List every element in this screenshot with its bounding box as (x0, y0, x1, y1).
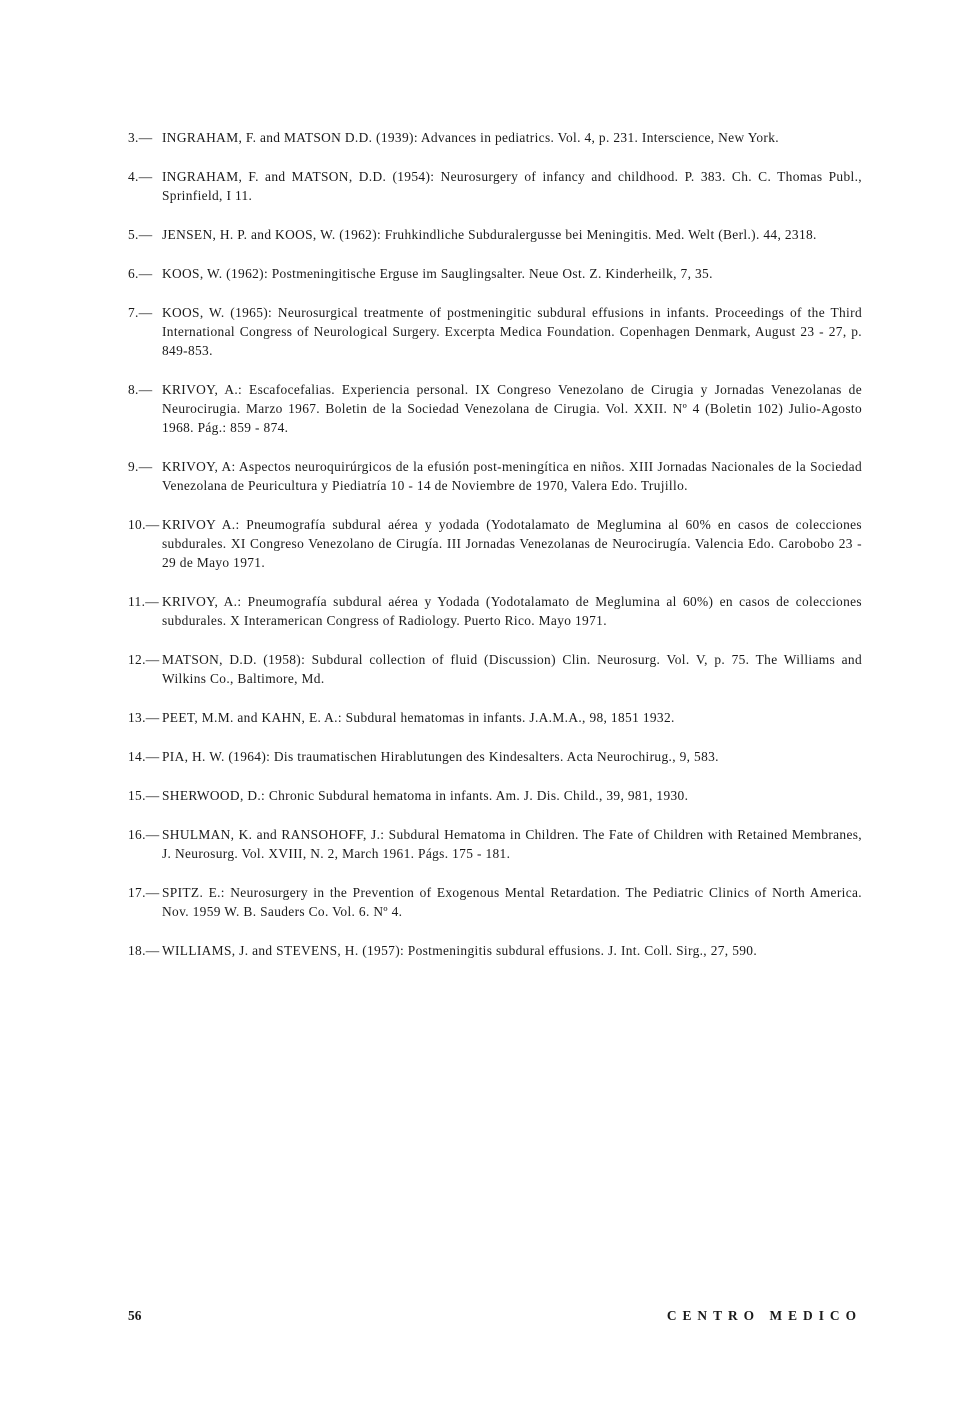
reference-item (128, 515, 862, 572)
reference-number: 4.— (128, 169, 153, 184)
reference-number: 18.— (128, 943, 160, 958)
reference-item (128, 650, 862, 688)
reference-item (128, 167, 862, 205)
reference-number: 9.— (128, 459, 153, 474)
reference-list (128, 128, 862, 980)
reference-number: 14.— (128, 749, 160, 764)
reference-number: 11.— (128, 594, 160, 609)
reference-item (128, 883, 862, 921)
reference-item (128, 941, 862, 960)
reference-item (128, 264, 862, 283)
page-number: 56 (128, 1308, 142, 1323)
reference-text: INGRAHAM, F. and MATSON, D.D. (1954): Neurosurgery of infancy and childhood. P. 383. Ch. C. Thomas Publ., Sprinfield, I 11. (162, 169, 862, 203)
reference-text: JENSEN, H. P. and KOOS, W. (1962): Fruhkindliche Subduralergusse bei Meningitis. Med. Welt (Berl.). 44, 2318. (162, 227, 817, 242)
reference-text: MATSON, D.D. (1958): Subdural collection of fluid (Discussion) Clin. Neurosurg. Vol. V, p. 75. The Williams and Wilkins Co., Baltimore, Md. (162, 652, 862, 686)
reference-number: 6.— (128, 266, 153, 281)
reference-item (128, 747, 862, 766)
reference-number: 13.— (128, 710, 160, 725)
reference-item (128, 128, 862, 147)
reference-number: 7.— (128, 305, 153, 320)
reference-text: WILLIAMS, J. and STEVENS, H. (1957): Postmeningitis subdural effusions. J. Int. Coll. Sirg., 27, 590. (162, 943, 758, 958)
reference-item (128, 225, 862, 244)
reference-number: 12.— (128, 652, 160, 667)
reference-text: SPITZ. E.: Neurosurgery in the Prevention of Exogenous Mental Retardation. The Pediatric Clinics of North America. Nov. 1959 W. B. Sauders Co. Vol. 6. Nº 4. (162, 885, 862, 919)
reference-text: SHULMAN, K. and RANSOHOFF, J.: Subdural Hematoma in Children. The Fate of Children with Retained Membranes, J. Neurosurg. Vol. XVIII, N. 2, March 1961. Págs. 175 - 181. (162, 827, 862, 861)
reference-item (128, 825, 862, 863)
reference-text: KOOS, W. (1965): Neurosurgical treatmente of postmeningitic subdural effusions in infants. Proceedings of the Third International Congress of Neurological Surgery. Excerpta Medica Foundation. Copenhagen Denmark, August 23 - 27, p. 849-853. (162, 305, 862, 358)
reference-text: PIA, H. W. (1964): Dis traumatischen Hirablutungen des Kindesalters. Acta Neurochirug., 9, 583. (162, 749, 719, 764)
reference-text: KRIVOY A.: Pneumografía subdural aérea y yodada (Yodotalamato de Meglumina al 60% en casos de colecciones subdurales. XI Congreso Venezolano de Cirugía. III Jornadas Venezolanas de Neurocirugía. Valencia Edo. Carobobo 23 - 29 de Mayo 1971. (162, 517, 862, 570)
reference-item (128, 457, 862, 495)
reference-item (128, 708, 862, 727)
reference-item (128, 786, 862, 805)
reference-text: INGRAHAM, F. and MATSON D.D. (1939): Advances in pediatrics. Vol. 4, p. 231. Interscience, New York. (162, 130, 779, 145)
reference-text: KRIVOY, A: Aspectos neuroquirúrgicos de la efusión post-meningítica en niños. XIII Jornadas Nacionales de la Sociedad Venezolana de Peuricultura y Piediatría 10 - 14 de Noviembre de 1970, Valera Edo. Trujillo. (162, 459, 862, 493)
reference-text: KOOS, W. (1962): Postmeningitische Erguse im Sauglingsalter. Neue Ost. Z. Kinderheilk, 7, 35. (162, 266, 713, 281)
journal-name: CENTRO MEDICO (666, 1308, 862, 1323)
reference-number: 3.— (128, 130, 153, 145)
reference-number: 17.— (128, 885, 160, 900)
reference-number: 5.— (128, 227, 153, 242)
reference-text: KRIVOY, A.: Pneumografía subdural aérea y Yodada (Yodotalamato de Meglumina al 60%) en casos de colecciones subdurales. X Interamerican Congress of Radiology. Puerto Rico. Mayo 1971. (162, 594, 862, 628)
reference-text: KRIVOY, A.: Escafocefalias. Experiencia personal. IX Congreso Venezolano de Cirugia y Jornadas Venezolanas de Neurocirugia. Marzo 1967. Boletin de la Sociedad Venezolana de Cirugia. Vol. XXII. Nº 4 (Boletin 102) Julio-Agosto 1968. Pág.: 859 - 874. (162, 382, 862, 435)
reference-number: 8.— (128, 382, 153, 397)
reference-item (128, 380, 862, 437)
reference-item (128, 303, 862, 360)
reference-number: 10.— (128, 517, 160, 532)
reference-number: 16.— (128, 827, 160, 842)
reference-text: PEET, M.M. and KAHN, E. A.: Subdural hematomas in infants. J.A.M.A., 98, 1851 1932. (162, 710, 675, 725)
reference-text: SHERWOOD, D.: Chronic Subdural hematoma in infants. Am. J. Dis. Child., 39, 981, 1930. (162, 788, 689, 803)
page-footer (128, 1308, 862, 1332)
reference-item (128, 592, 862, 630)
reference-number: 15.— (128, 788, 160, 803)
